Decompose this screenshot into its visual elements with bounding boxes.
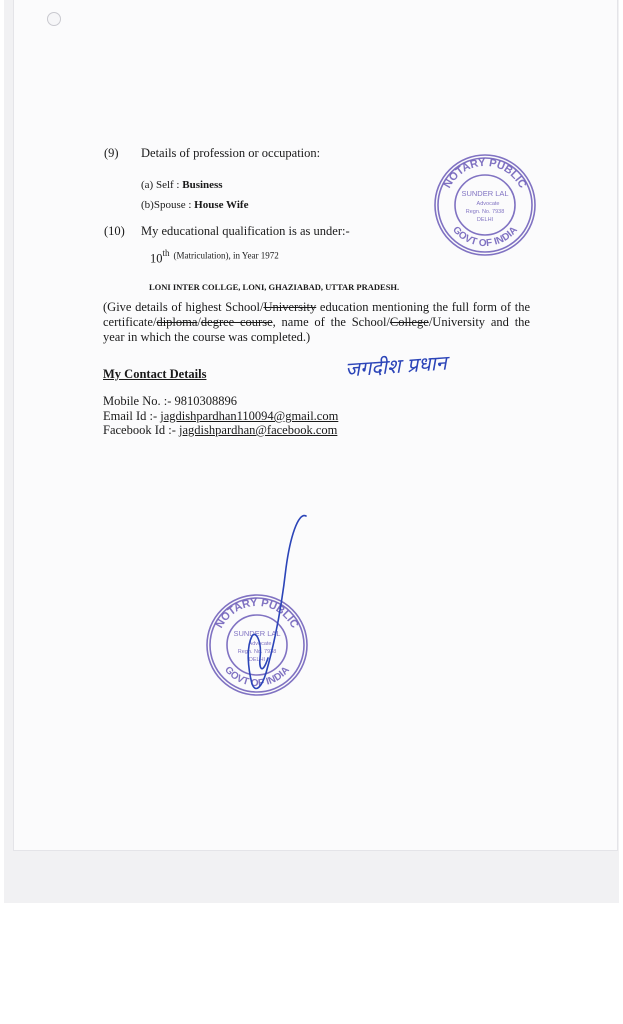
grade-sup: th bbox=[162, 248, 170, 258]
instruction-paragraph bbox=[103, 300, 530, 345]
stamp-bottom-text: GOVT OF INDIA bbox=[222, 664, 292, 690]
instr-part: , name of the School/ bbox=[272, 315, 390, 329]
item-10-label: My educational qualification is as under:- bbox=[141, 224, 350, 238]
stamp-city: DELHI bbox=[476, 217, 494, 223]
stamp-city: DELHI bbox=[248, 657, 266, 663]
instr-struck: degree course bbox=[200, 315, 273, 329]
stamp-regn: Regn. No. 7938 bbox=[237, 649, 277, 655]
facebook-label: Facebook Id :- bbox=[103, 423, 176, 437]
stamp-role: Advocate bbox=[248, 641, 272, 647]
instr-struck: University bbox=[263, 300, 317, 314]
instr-part: (Give details of highest bbox=[103, 300, 222, 314]
mobile-label: Mobile No. :- bbox=[103, 394, 172, 408]
item-10-number: (10) bbox=[104, 224, 125, 238]
spouse-label: (b)Spouse : bbox=[141, 199, 192, 211]
self-occupation bbox=[141, 179, 223, 191]
self-label: (a) Self : bbox=[141, 179, 180, 191]
signature-scribble bbox=[236, 508, 316, 698]
stamp-top-text: NOTARY PUBLIC bbox=[441, 156, 529, 191]
facebook-line bbox=[103, 423, 337, 438]
handwritten-name: जगदीश प्रधान bbox=[344, 350, 448, 382]
punch-hole bbox=[47, 12, 61, 26]
facebook-value[interactable]: jagdishpardhan@facebook.com bbox=[179, 423, 338, 437]
stamp-bottom-text: GOVT OF INDIA bbox=[450, 224, 520, 250]
email-value[interactable]: jagdishpardhan110094@gmail.com bbox=[160, 409, 339, 423]
svg-text:NOTARY PUBLIC bbox=[442, 157, 529, 191]
email-label: Email Id :- bbox=[103, 409, 158, 423]
grade-base: 10 bbox=[150, 251, 163, 266]
contact-heading: My Contact Details bbox=[103, 367, 207, 381]
instr-struck: College bbox=[389, 315, 429, 329]
stamp-name: SUNDER LAL bbox=[461, 189, 509, 198]
item-9-label: Details of profession or occupation: bbox=[141, 146, 321, 160]
stamp-top-text: NOTARY PUBLIC bbox=[213, 596, 301, 631]
instr-part: / bbox=[197, 315, 201, 329]
instr-part: /University and the year in which the course was completed.) bbox=[103, 315, 530, 344]
mobile-line bbox=[103, 394, 237, 409]
stamp-regn: Regn. No. 7938 bbox=[465, 209, 505, 215]
self-value: Business bbox=[182, 179, 223, 191]
mobile-value: 9810308896 bbox=[174, 394, 238, 408]
stamp-name: SUNDER LAL bbox=[233, 629, 281, 638]
spouse-occupation bbox=[141, 199, 248, 211]
grade-detail: (Matriculation), in Year 1972 bbox=[173, 250, 279, 261]
notary-stamp-top bbox=[432, 152, 538, 258]
stamp-role: Advocate bbox=[476, 201, 500, 207]
item-9-number: (9) bbox=[104, 146, 119, 160]
email-line bbox=[103, 409, 338, 424]
instr-part: School/ bbox=[225, 300, 264, 314]
school-name: LONI INTER COLLGE, LONI, GHAZIABAD, UTTAR PRADESH. bbox=[149, 282, 400, 292]
education-grade bbox=[150, 248, 279, 267]
spouse-value: House Wife bbox=[194, 199, 249, 211]
instr-struck: diploma bbox=[156, 315, 198, 329]
instr-part: education mentioning the full form of the certificate/ bbox=[103, 300, 531, 329]
